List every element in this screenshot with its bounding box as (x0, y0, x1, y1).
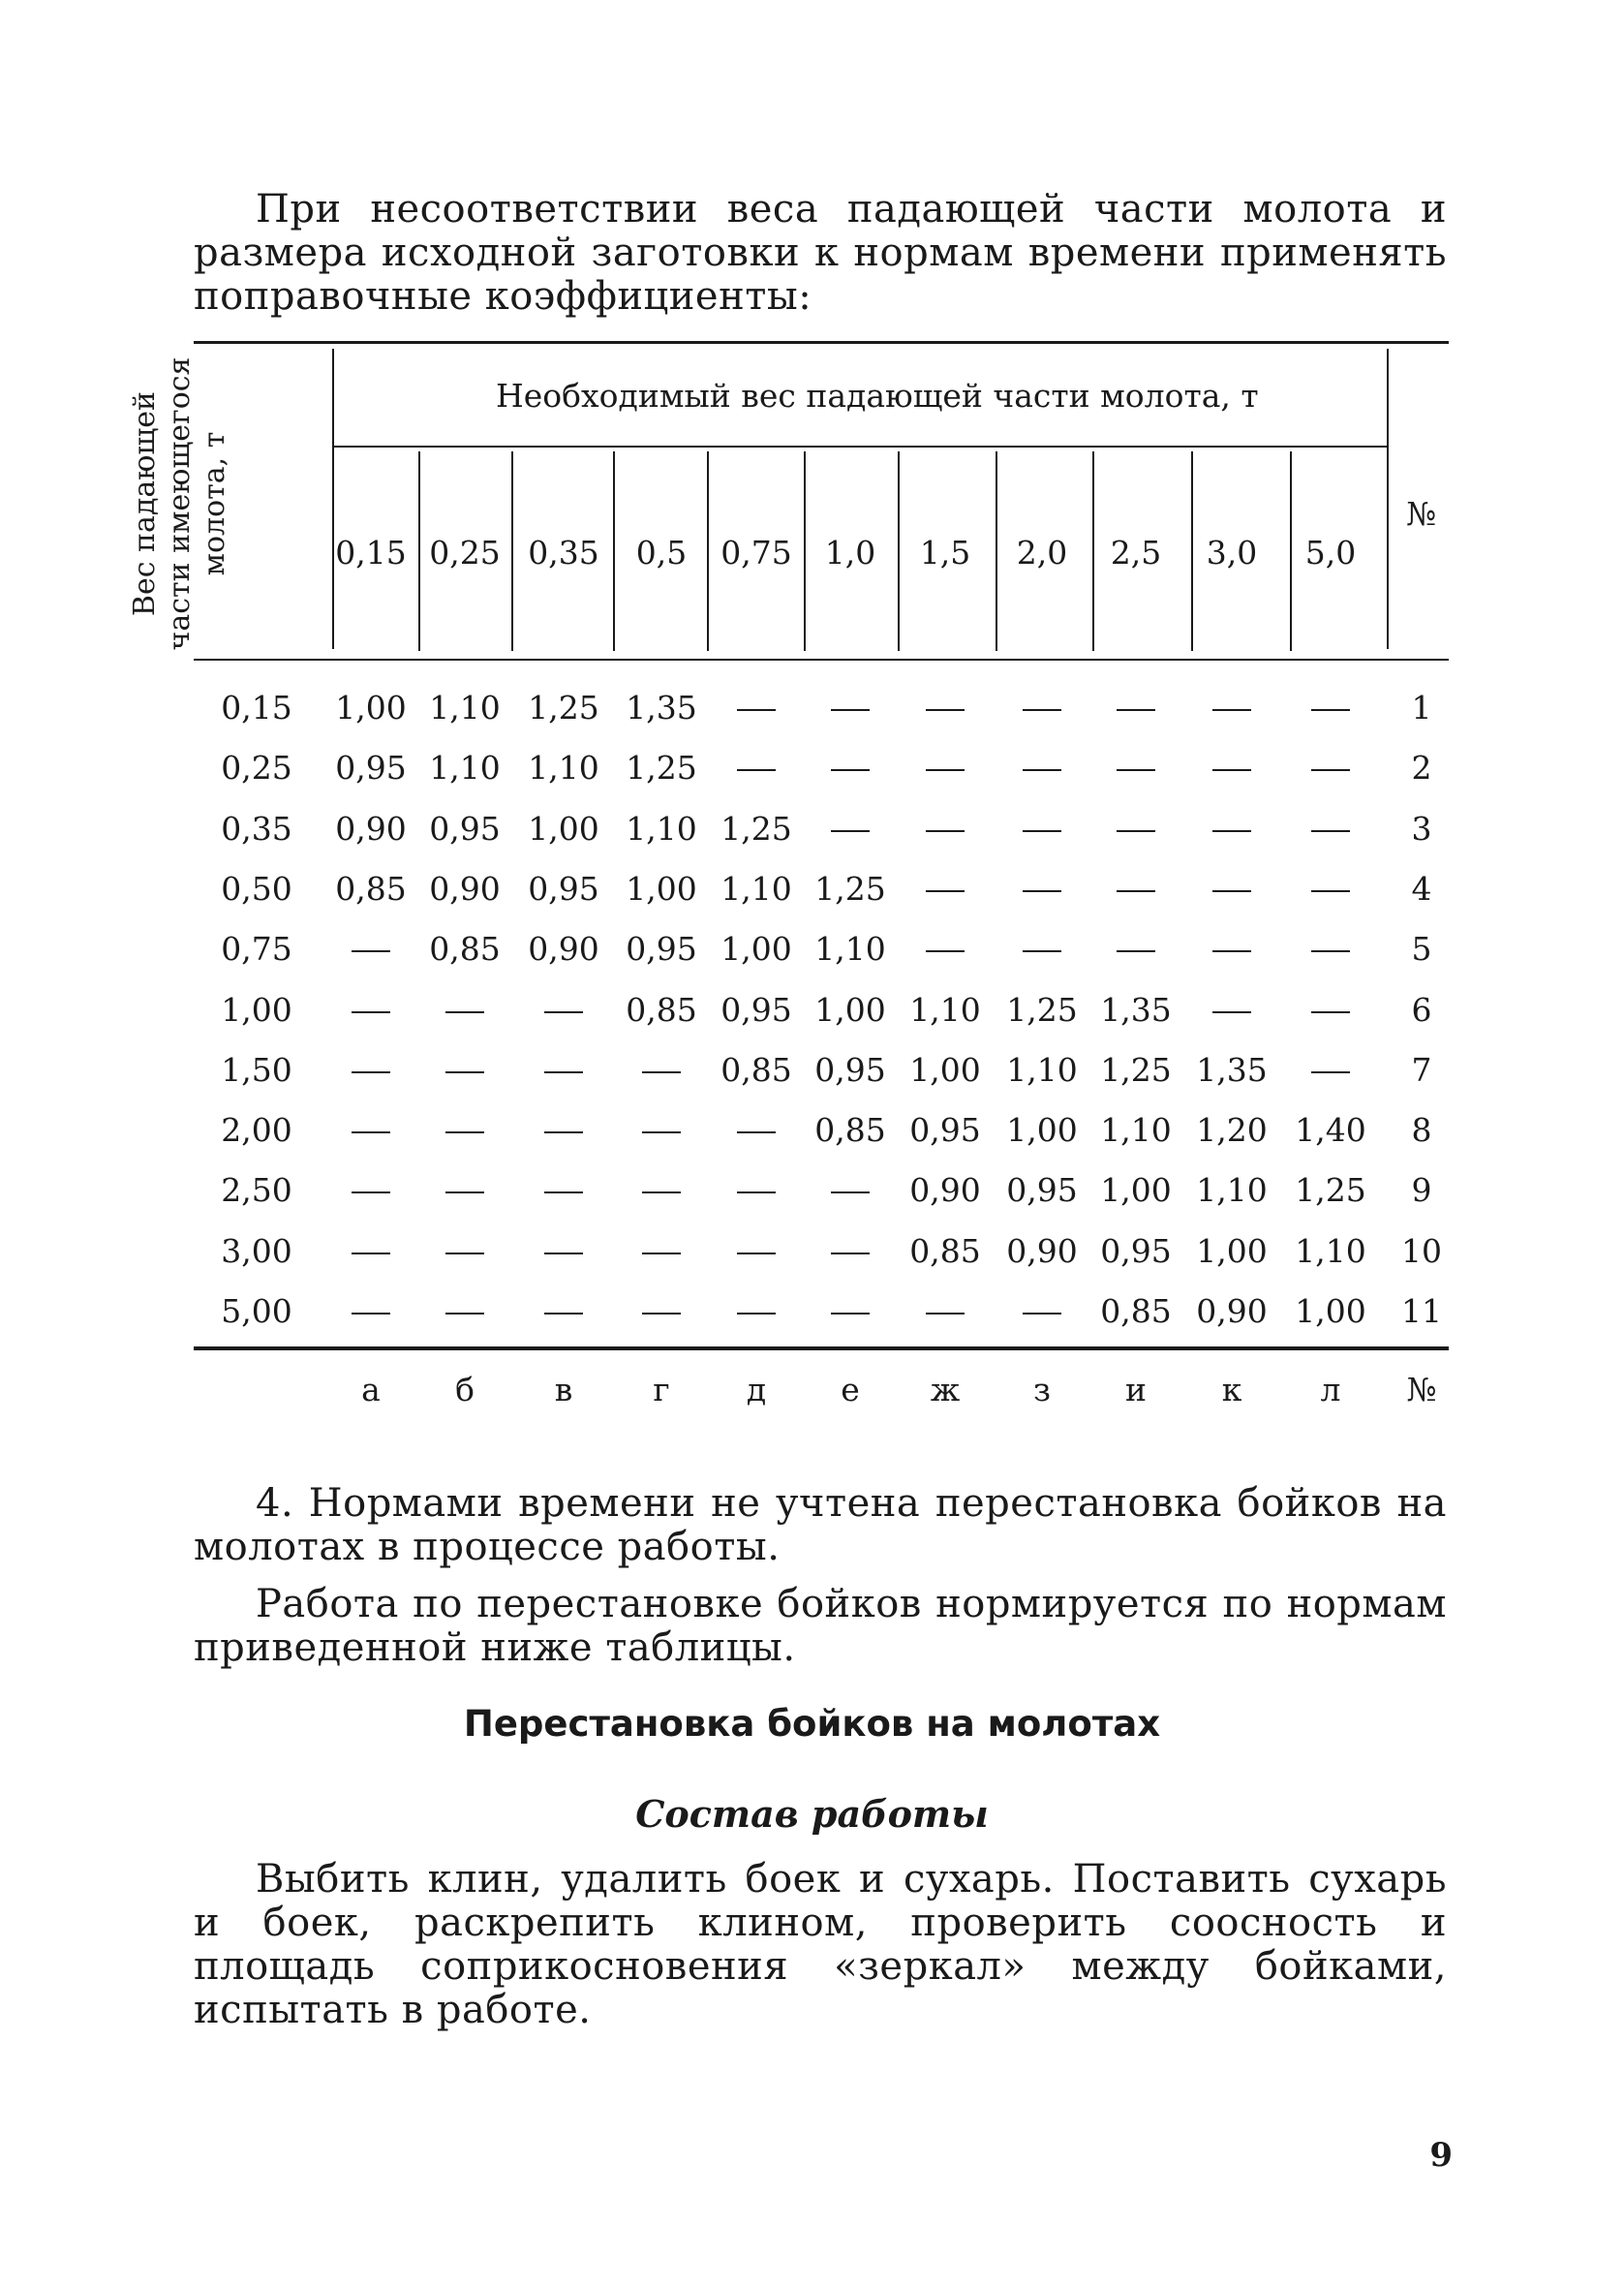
table-cell: 1,10 (1295, 1232, 1366, 1270)
number-column-divider (1387, 349, 1389, 649)
table-cell (831, 1233, 870, 1270)
dash-mark (1212, 709, 1251, 711)
dash-mark (926, 709, 965, 711)
table-cell: 0,95 (1006, 1171, 1078, 1209)
dash-mark (642, 1191, 681, 1193)
table-cell (1117, 931, 1155, 968)
table-cell: 1,00 (720, 930, 792, 968)
column-weight-header: 2,0 (1016, 534, 1068, 572)
column-weight-header: 5,0 (1304, 534, 1357, 572)
number-header: № (1406, 495, 1437, 533)
dash-mark (445, 1071, 484, 1073)
table-cell: 1,25 (814, 870, 886, 908)
table-cell (1311, 931, 1350, 968)
row-weight: 0,75 (221, 930, 292, 968)
table-cell (831, 1172, 870, 1209)
dash-mark (1023, 890, 1061, 892)
table-cell: 0,90 (528, 930, 599, 968)
dash-mark (1117, 769, 1155, 771)
table-cell (1023, 750, 1061, 787)
dash-mark (1311, 890, 1350, 892)
table-cell (1212, 871, 1251, 908)
column-weight-header: 0,5 (635, 534, 688, 572)
column-weight-header: 3,0 (1206, 534, 1258, 572)
table-cell (352, 1052, 390, 1089)
table-cell: 1,25 (720, 810, 792, 848)
dash-mark (352, 1071, 390, 1073)
dash-mark (737, 709, 776, 711)
dash-mark (1023, 769, 1061, 771)
table-cell: 0,85 (626, 991, 697, 1029)
table-cell (1212, 750, 1251, 787)
header-column-divider (804, 451, 806, 651)
dash-mark (926, 1313, 965, 1315)
table-cell: 0,95 (720, 991, 792, 1029)
table-cell (737, 1233, 776, 1270)
row-number: 3 (1411, 810, 1432, 848)
dash-mark (352, 1131, 390, 1133)
table-cell: 0,95 (429, 810, 501, 848)
table-cell: 0,85 (429, 930, 501, 968)
column-letter: в (554, 1371, 573, 1408)
table-bottom-rule (194, 1346, 1449, 1350)
row-number: 5 (1411, 930, 1432, 968)
dash-mark (1212, 769, 1251, 771)
table-cell (445, 1052, 484, 1089)
table-cell (544, 1052, 583, 1089)
section-title: Перестановка бойков на молотах (463, 1703, 1161, 1745)
table-cell (1311, 1052, 1350, 1089)
table-cell: 0,90 (429, 870, 501, 908)
row-header-label-line: Вес падающей (128, 390, 162, 617)
table-cell: 0,95 (626, 930, 697, 968)
dash-mark (445, 1011, 484, 1013)
dash-mark (544, 1011, 583, 1013)
table-cell: 1,25 (1100, 1051, 1172, 1089)
header-column-divider (707, 451, 709, 651)
table-cell (1117, 871, 1155, 908)
table-cell: 0,90 (909, 1171, 981, 1209)
table-cell: 1,25 (1006, 991, 1078, 1029)
column-letter: л (1320, 1371, 1341, 1408)
table-cell (1212, 931, 1251, 968)
dash-mark (1311, 830, 1350, 832)
table-cell: 1,10 (814, 930, 886, 968)
work-composition-paragraph: Выбить клин, удалить боек и сухарь. Поставить сухарь и боек, раскрепить клином, проверить соосность и площадь соприкосновения «зеркал» между бойками, испытать в работе. (194, 1857, 1447, 2032)
table-cell (831, 811, 870, 848)
intro-paragraph: При несоответствии веса падающей части молота и размера исходной заготовки к нормам времени применять поправочные коэффициенты: (194, 187, 1447, 319)
row-weight: 0,35 (221, 810, 292, 848)
row-number: 6 (1411, 991, 1432, 1029)
dash-mark (1023, 830, 1061, 832)
dash-mark (737, 769, 776, 771)
dash-mark (926, 830, 965, 832)
table-cell (831, 690, 870, 727)
column-weight-header: 0,75 (720, 534, 792, 572)
table-cell (1212, 690, 1251, 727)
table-cell: 1,10 (1006, 1051, 1078, 1089)
note-4-paragraph: 4. Нормами времени не учтена перестановка бойков на молотах в процессе работы. (194, 1481, 1447, 1569)
column-letter: а (361, 1371, 381, 1408)
table-cell (1023, 690, 1061, 727)
table-cell: 1,35 (1100, 991, 1172, 1029)
dash-mark (737, 1191, 776, 1193)
dash-mark (831, 830, 870, 832)
dash-mark (737, 1253, 776, 1254)
table-cell (1023, 871, 1061, 908)
table-cell (1212, 992, 1251, 1029)
header-column-divider (898, 451, 900, 651)
table-cell (642, 1112, 681, 1149)
note-4b-paragraph: Работа по перестановке бойков нормируется по нормам приведенной ниже таблицы. (194, 1582, 1447, 1670)
table-cell: 1,10 (720, 870, 792, 908)
table-cell (352, 1233, 390, 1270)
row-number: 7 (1411, 1051, 1432, 1089)
dash-mark (1311, 950, 1350, 952)
table-cell: 1,25 (528, 689, 599, 727)
row-number: 2 (1411, 749, 1432, 787)
table-cell: 1,10 (429, 689, 501, 727)
row-number: 1 (1411, 689, 1432, 727)
table-cell (544, 1293, 583, 1330)
table-cell (642, 1052, 681, 1089)
table-cell: 0,85 (335, 870, 407, 908)
dash-mark (642, 1071, 681, 1073)
table-cell: 1,35 (1196, 1051, 1268, 1089)
table-cell (352, 1293, 390, 1330)
dash-mark (544, 1191, 583, 1193)
table-cell: 1,25 (1295, 1171, 1366, 1209)
dash-mark (1117, 709, 1155, 711)
table-cell: 1,00 (1196, 1232, 1268, 1270)
table-cell (926, 811, 965, 848)
column-letter: б (455, 1371, 475, 1408)
table-cell (544, 1112, 583, 1149)
table-cell (1311, 690, 1350, 727)
header-column-divider (1191, 451, 1193, 651)
dash-mark (352, 950, 390, 952)
table-cell: 1,35 (626, 689, 697, 727)
dash-mark (1311, 1011, 1350, 1013)
dash-mark (831, 1313, 870, 1315)
dash-mark (544, 1131, 583, 1133)
dash-mark (352, 1313, 390, 1315)
table-cell: 0,85 (814, 1111, 886, 1149)
dash-mark (1023, 1313, 1061, 1315)
row-weight: 0,15 (221, 689, 292, 727)
table-cell (926, 871, 965, 908)
table-cell (1117, 690, 1155, 727)
table-cell (926, 1293, 965, 1330)
table-cell (926, 690, 965, 727)
table-cell (352, 931, 390, 968)
dash-mark (1311, 769, 1350, 771)
dash-mark (831, 1253, 870, 1254)
header-column-divider (996, 451, 997, 651)
table-cell (445, 992, 484, 1029)
row-weight: 0,25 (221, 749, 292, 787)
dash-mark (445, 1131, 484, 1133)
table-cell: 1,00 (909, 1051, 981, 1089)
table-cell (1023, 931, 1061, 968)
table-cell: 1,10 (429, 749, 501, 787)
table-cell (926, 750, 965, 787)
table-cell: 1,20 (1196, 1111, 1268, 1149)
table-cell: 0,95 (335, 749, 407, 787)
dash-mark (926, 769, 965, 771)
table-cell (926, 931, 965, 968)
table-cell (642, 1293, 681, 1330)
row-number: 8 (1411, 1111, 1432, 1149)
table-cell: 0,95 (1100, 1232, 1172, 1270)
row-header-label-line: молота, т (198, 431, 231, 576)
label-column-divider (332, 349, 334, 649)
column-letter: к (1221, 1371, 1242, 1408)
dash-mark (1212, 830, 1251, 832)
group-header: Необходимый вес падающей части молота, т (496, 377, 1259, 415)
group-header-rule (334, 446, 1387, 448)
table-cell (352, 1112, 390, 1149)
table-cell: 1,25 (626, 749, 697, 787)
table-cell (544, 1172, 583, 1209)
column-weight-header: 0,35 (528, 534, 599, 572)
table-cell: 1,10 (528, 749, 599, 787)
table-cell: 1,10 (1196, 1171, 1268, 1209)
table-cell (737, 1172, 776, 1209)
table-cell: 1,00 (626, 870, 697, 908)
page-number: 9 (1429, 2136, 1453, 2175)
dash-mark (1023, 950, 1061, 952)
dash-mark (831, 1191, 870, 1193)
table-cell: 0,95 (528, 870, 599, 908)
header-column-divider (1092, 451, 1094, 651)
dash-mark (445, 1191, 484, 1193)
column-letter: ж (930, 1371, 961, 1408)
table-cell: 0,90 (335, 810, 407, 848)
dash-mark (445, 1313, 484, 1315)
table-cell (445, 1112, 484, 1149)
table-top-rule (194, 341, 1449, 344)
table-cell: 0,90 (1006, 1232, 1078, 1270)
table-cell: 1,00 (1100, 1171, 1172, 1209)
dash-mark (352, 1191, 390, 1193)
table-cell: 0,95 (814, 1051, 886, 1089)
column-weight-header: 2,5 (1110, 534, 1162, 572)
table-cell (737, 1112, 776, 1149)
table-cell: 0,85 (720, 1051, 792, 1089)
dash-mark (1212, 1011, 1251, 1013)
table-cell: 1,10 (909, 991, 981, 1029)
table-cell (1023, 811, 1061, 848)
table-cell (1117, 811, 1155, 848)
column-letter: з (1033, 1371, 1051, 1408)
table-cell (737, 1293, 776, 1330)
table-cell (544, 992, 583, 1029)
dash-mark (1117, 830, 1155, 832)
table-cell: 1,00 (1006, 1111, 1078, 1149)
dash-mark (926, 950, 965, 952)
table-cell (831, 1293, 870, 1330)
table-cell (1311, 811, 1350, 848)
column-letter: г (653, 1371, 670, 1408)
dash-mark (1023, 709, 1061, 711)
dash-mark (1212, 950, 1251, 952)
table-cell (1311, 871, 1350, 908)
table-cell (544, 1233, 583, 1270)
table-cell: 0,85 (1100, 1292, 1172, 1330)
dash-mark (1117, 950, 1155, 952)
row-weight: 3,00 (221, 1232, 292, 1270)
table-cell (1212, 811, 1251, 848)
dash-mark (831, 769, 870, 771)
column-letter: и (1125, 1371, 1147, 1408)
row-weight: 2,00 (221, 1111, 292, 1149)
dash-mark (926, 890, 965, 892)
table-cell (642, 1233, 681, 1270)
row-weight: 0,50 (221, 870, 292, 908)
header-column-divider (418, 451, 420, 651)
dash-mark (445, 1253, 484, 1254)
dash-mark (1311, 709, 1350, 711)
column-weight-header: 0,15 (335, 534, 407, 572)
dash-mark (544, 1313, 583, 1315)
row-number: 10 (1401, 1232, 1442, 1270)
row-header-label-line: части имеющегося (163, 356, 197, 651)
table-cell (737, 750, 776, 787)
dash-mark (642, 1253, 681, 1254)
table-cell: 1,00 (528, 810, 599, 848)
table-cell: 1,00 (814, 991, 886, 1029)
table-cell (642, 1172, 681, 1209)
table-cell (831, 750, 870, 787)
table-cell (1311, 992, 1350, 1029)
row-number: 9 (1411, 1171, 1432, 1209)
table-cell: 0,90 (1196, 1292, 1268, 1330)
table-header-bottom-rule (194, 659, 1449, 661)
header-column-divider (1290, 451, 1292, 651)
dash-mark (1212, 890, 1251, 892)
table-cell (737, 690, 776, 727)
header-column-divider (511, 451, 513, 651)
dash-mark (1311, 1071, 1350, 1073)
table-cell (445, 1172, 484, 1209)
table-cell (445, 1233, 484, 1270)
table-cell (1311, 750, 1350, 787)
column-letter: д (746, 1371, 767, 1408)
table-cell: 1,40 (1295, 1111, 1366, 1149)
dash-mark (831, 709, 870, 711)
table-cell: 1,00 (335, 689, 407, 727)
row-weight: 1,50 (221, 1051, 292, 1089)
row-number: 4 (1411, 870, 1432, 908)
dash-mark (737, 1313, 776, 1315)
sub-title: Состав работы (635, 1792, 989, 1836)
column-weight-header: 1,5 (919, 534, 971, 572)
table-cell: 1,10 (626, 810, 697, 848)
header-column-divider (613, 451, 615, 651)
table-cell (1117, 750, 1155, 787)
dash-mark (642, 1131, 681, 1133)
table-cell: 0,95 (909, 1111, 981, 1149)
row-header-label (128, 339, 232, 668)
row-weight: 2,50 (221, 1171, 292, 1209)
dash-mark (642, 1313, 681, 1315)
dash-mark (352, 1253, 390, 1254)
table-cell: 0,85 (909, 1232, 981, 1270)
table-cell (352, 1172, 390, 1209)
dash-mark (352, 1011, 390, 1013)
table-cell (445, 1293, 484, 1330)
table-cell: 1,00 (1295, 1292, 1366, 1330)
row-weight: 5,00 (221, 1292, 292, 1330)
letters-number-label: № (1406, 1371, 1437, 1408)
table-cell (1023, 1293, 1061, 1330)
table-cell (352, 992, 390, 1029)
dash-mark (544, 1071, 583, 1073)
column-weight-header: 1,0 (824, 534, 876, 572)
table-cell: 1,10 (1100, 1111, 1172, 1149)
column-weight-header: 0,25 (429, 534, 501, 572)
column-letter: е (841, 1371, 860, 1408)
row-number: 11 (1401, 1292, 1442, 1330)
dash-mark (544, 1253, 583, 1254)
dash-mark (737, 1131, 776, 1133)
dash-mark (1117, 890, 1155, 892)
row-weight: 1,00 (221, 991, 292, 1029)
